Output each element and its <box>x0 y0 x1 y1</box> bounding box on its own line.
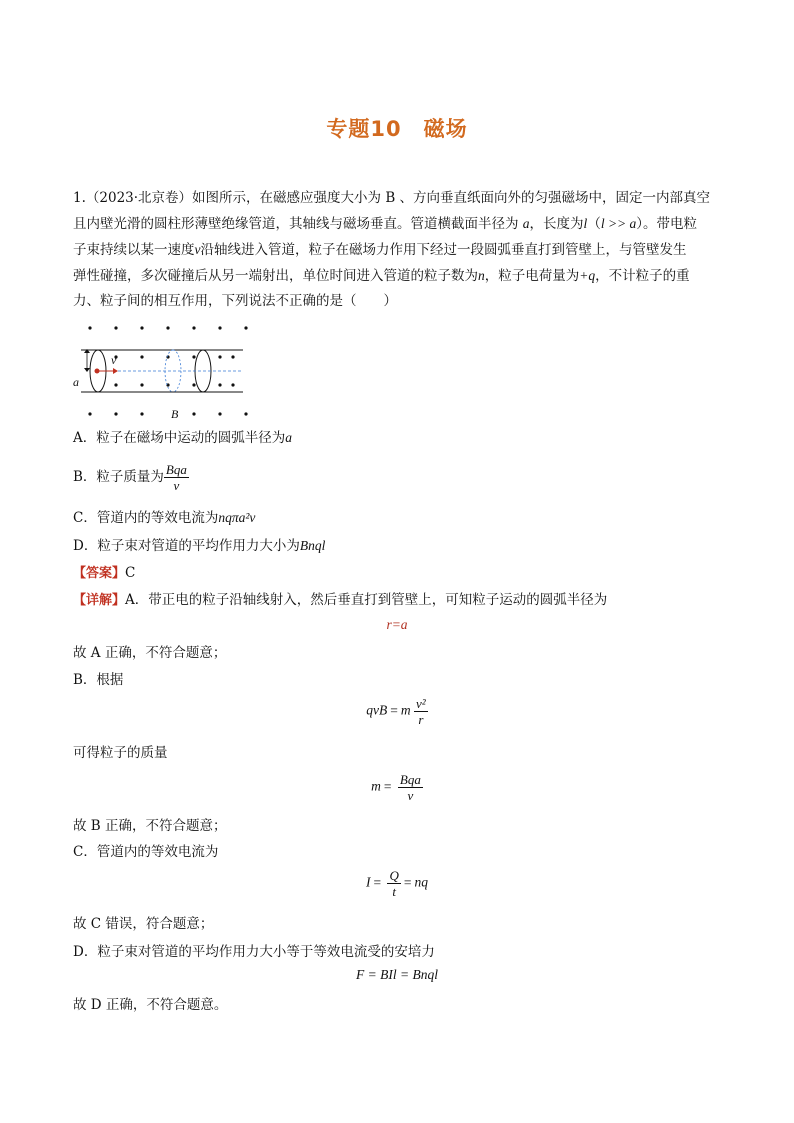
field-dot <box>88 326 91 329</box>
fraction: $\frac{Q}{t}$ <box>389 868 399 899</box>
option-d: D．粒子束对管道的平均作用力大小为Bnql <box>73 538 326 554</box>
equation-force: F = BIl = Bnql <box>356 967 438 982</box>
fraction: $\frac{\text{Bqa}}{v}$ <box>399 772 421 803</box>
field-dot <box>192 326 195 329</box>
fraction: $\frac{\text{Bqa}}{v}$ <box>165 462 187 493</box>
label-v: v <box>111 353 117 367</box>
explanation-b-2: 可得粒子的质量 <box>73 745 168 761</box>
equation-r-a: r=a <box>386 617 408 632</box>
label-a: a <box>73 375 79 389</box>
conclusion-d: 故 D 正确，不符合题意。 <box>73 997 228 1013</box>
field-dot <box>218 326 221 329</box>
field-dot <box>114 383 117 386</box>
field-dot <box>218 355 221 358</box>
field-dot <box>192 355 195 358</box>
equation-mass: m = $\frac{\text{Bqa}}{v}$ <box>371 772 421 803</box>
field-dot <box>114 326 117 329</box>
answer-value: C <box>125 565 136 581</box>
particle-icon <box>95 369 100 374</box>
explanation-c: C．管道内的等效电流为 <box>73 844 219 860</box>
field-dot <box>114 412 117 415</box>
question-line-3: 子束持续以某一速度v沿轴线进入管道，粒子在磁场力作用下经过一段圆弧垂直打到管壁上，与管壁发生 <box>73 242 687 258</box>
field-dot <box>244 412 247 415</box>
option-c: C．管道内的等效电流为nqπa²v <box>73 510 256 526</box>
question-number: 1. <box>73 190 86 206</box>
field-dot <box>140 326 143 329</box>
option-b: B．粒子质量为 $\frac{\text{Bqa}}{v}$ <box>73 462 187 493</box>
conclusion-c: 故 C 错误，符合题意； <box>73 916 214 932</box>
explanation-a: 【详解】A．带正电的粒子沿轴线射入，然后垂直打到管壁上，可知粒子运动的圆弧半径为 <box>73 592 608 608</box>
field-dot <box>140 383 143 386</box>
field-dot <box>88 412 91 415</box>
field-dot <box>231 355 234 358</box>
velocity-arrow-icon <box>113 368 118 374</box>
field-dot <box>218 412 221 415</box>
question-line-2: 且内壁光滑的圆柱形薄壁绝缘管道，其轴线与磁场垂直。管道横截面半径为 a，长度为l（l >> a）。带电粒 <box>73 216 698 232</box>
question-text <box>73 186 723 314</box>
question-line-5: 力、粒子间的相互作用，下列说法不正确的是（ ） <box>73 293 397 309</box>
option-a: A．粒子在磁场中运动的圆弧半径为a <box>73 430 292 446</box>
question-line-1: 1.（2023·北京卷）如图所示，在磁感应强度大小为 B 、方向垂直纸面向外的匀强磁场中，固定一内部真空 <box>73 190 711 206</box>
explanation-b: B．根据 <box>73 672 124 688</box>
fraction: $\frac{\text{v²}}{r}$ <box>416 696 426 727</box>
equation-lorentz: qvB = m $\frac{\text{v²}}{r}$ <box>366 696 426 727</box>
answer: 【答案】C <box>73 565 136 581</box>
field-dot <box>140 412 143 415</box>
explanation-d: D．粒子束对管道的平均作用力大小等于等效电流受的安培力 <box>73 944 435 960</box>
field-dot <box>166 326 169 329</box>
equation-current: I = $\frac{Q}{t}$ = nq <box>365 868 428 899</box>
field-dot <box>192 412 195 415</box>
title-sub: 磁场 <box>423 117 468 141</box>
title-main: 专题10 <box>326 117 402 141</box>
pipe-diagram <box>73 320 253 424</box>
field-dot <box>192 383 195 386</box>
conclusion-a: 故 A 正确，不符合题意； <box>73 645 227 661</box>
question-line-4: 弹性碰撞，多次碰撞后从另一端射出，单位时间进入管道的粒子数为n，粒子电荷量为+q，不计粒子的重 <box>73 268 690 284</box>
field-dot <box>231 383 234 386</box>
field-dot <box>218 383 221 386</box>
conclusion-b: 故 B 正确，不符合题意； <box>73 818 227 834</box>
field-dot <box>244 326 247 329</box>
page-title <box>0 113 794 143</box>
question-source: （2023·北京卷） <box>85 190 193 206</box>
label-B: B <box>171 407 179 421</box>
radius-arrow-icon <box>84 368 90 372</box>
field-dot <box>140 355 143 358</box>
